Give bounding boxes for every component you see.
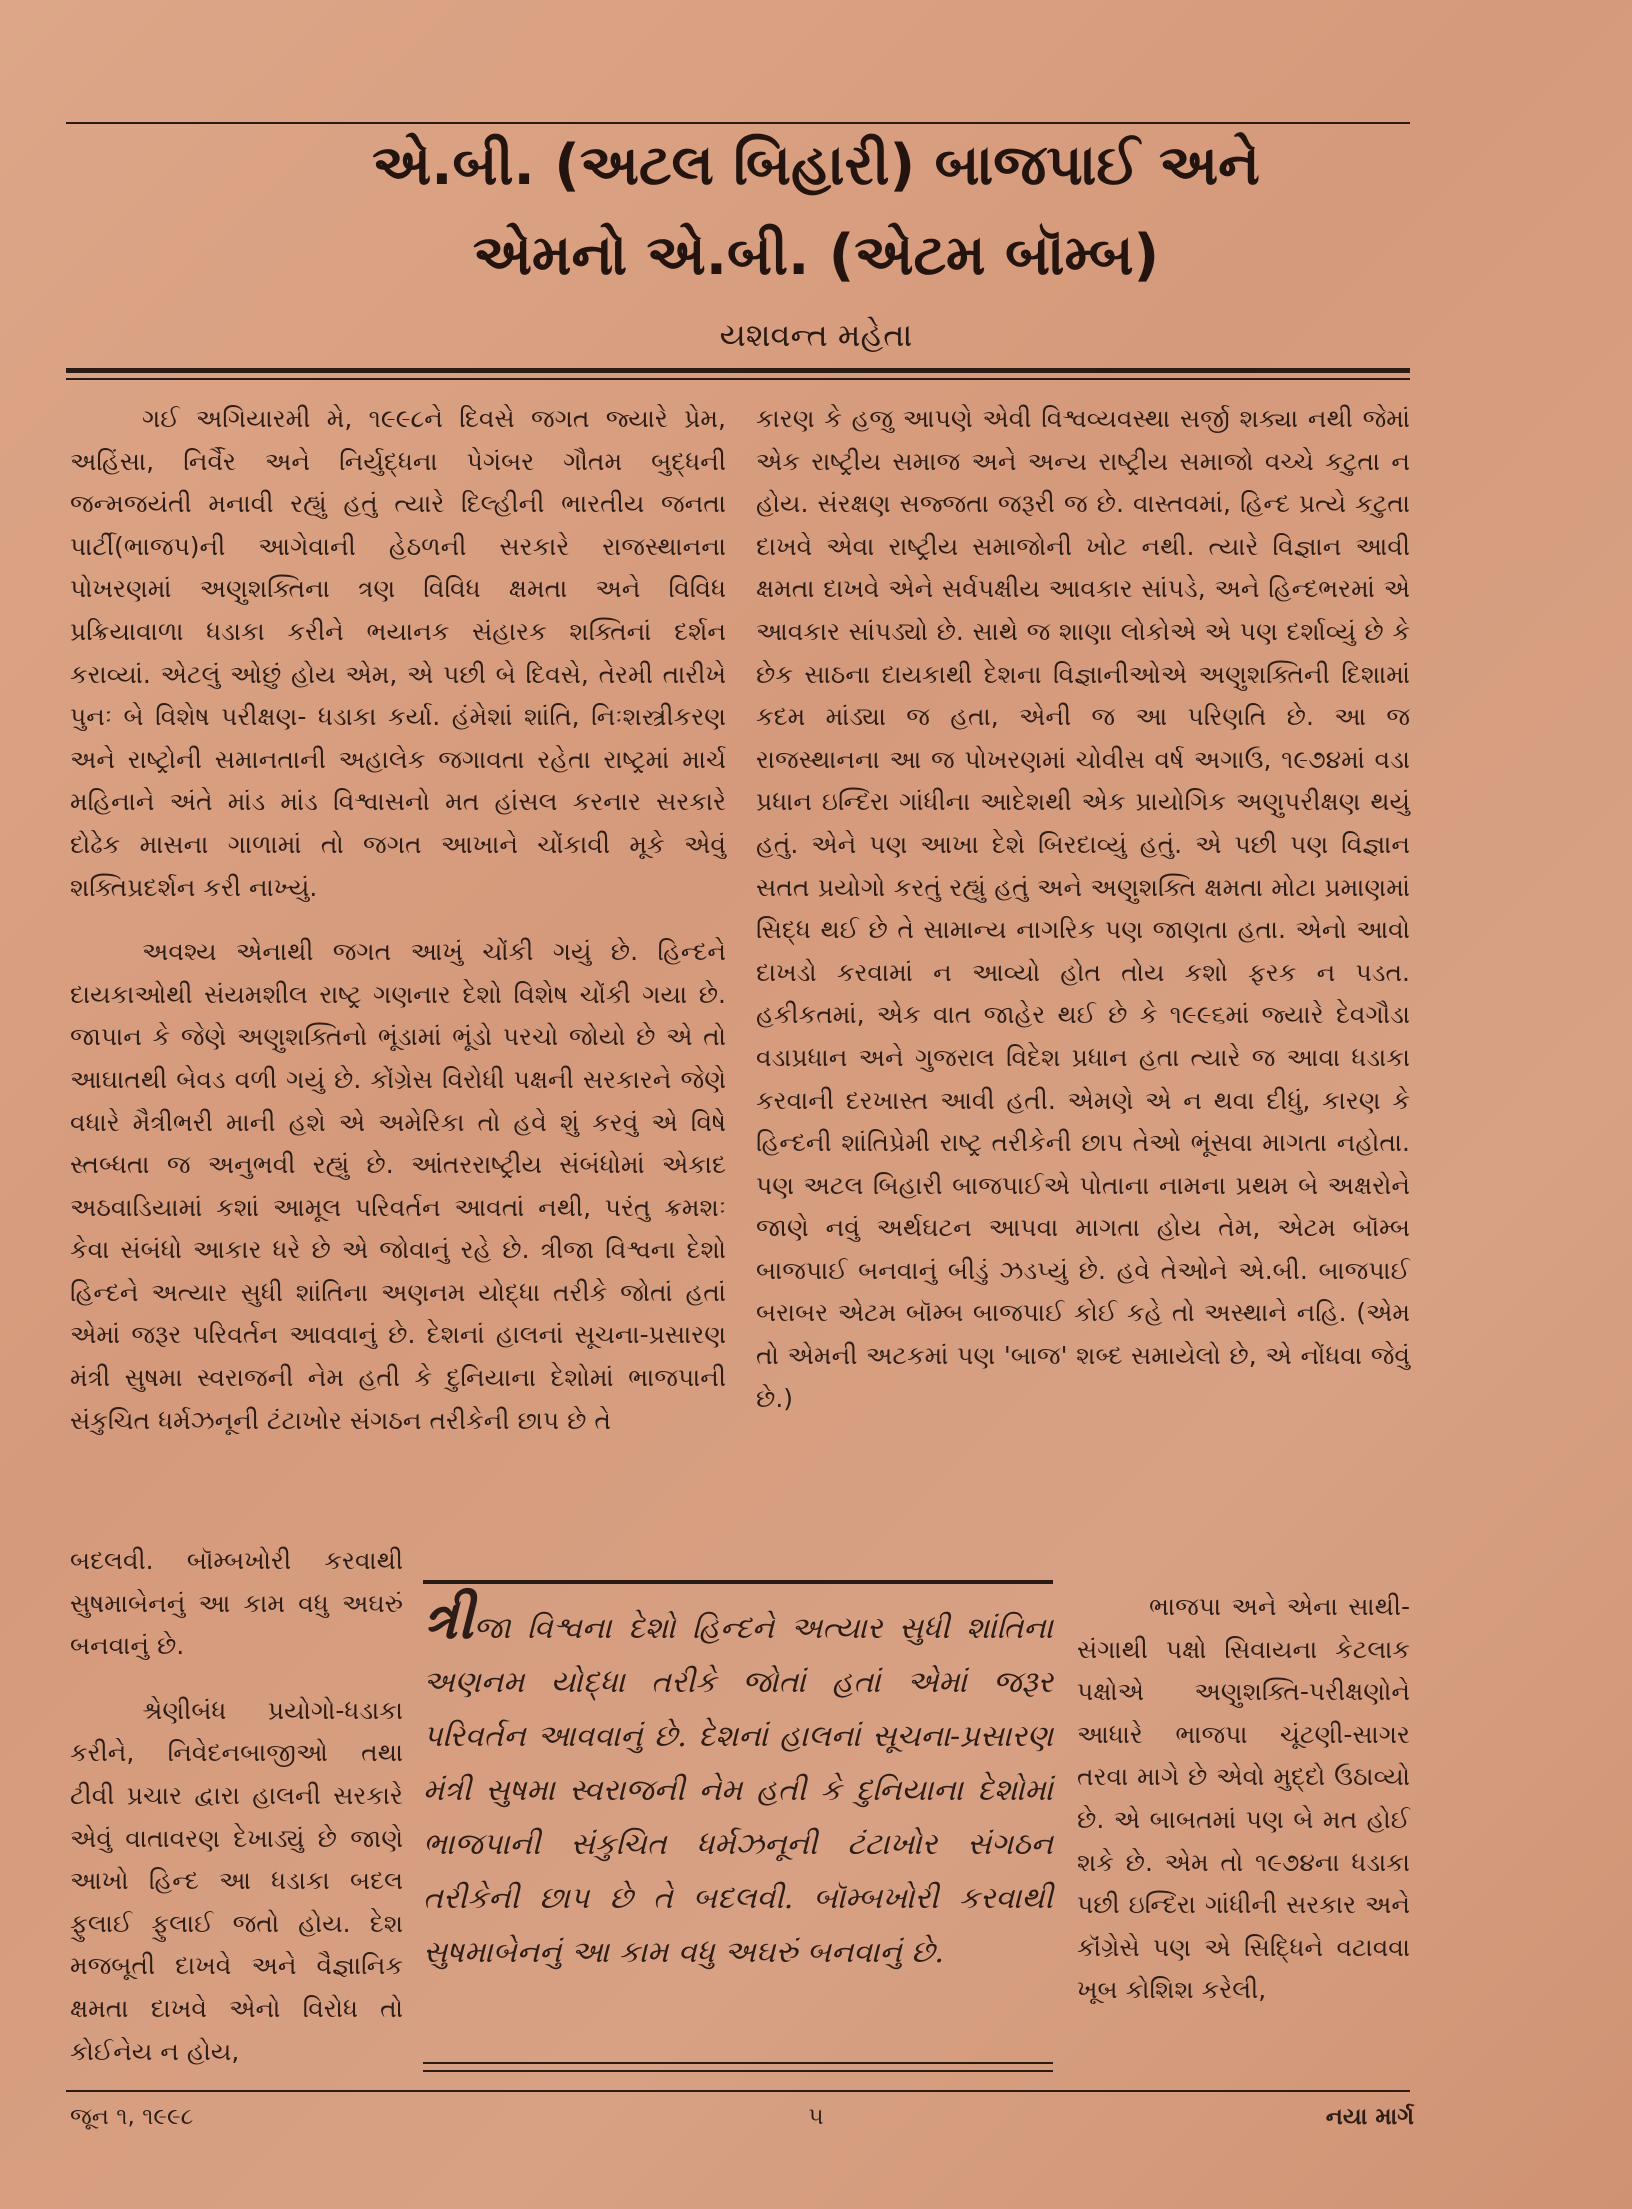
paragraph: કારણ કે હજુ આપણે એવી વિશ્વવ્યવસ્થા સર્જી શક્યા નથી જેમાં એક રાષ્ટ્રીય સમાજ અને અન્ય રાષ્ટ્રીય સમાજો વચ્ચે કટુતા ન હોય. સંરક્ષણ સજ્જતા જરૂરી જ છે. વાસ્તવમાં, હિન્દ પ્રત્યે કટુતા દાખવે એવા રાષ્ટ્રીય સમાજોની ખોટ નથી. ત્યારે વિજ્ઞાન આવી ક્ષમતા દાખવે એને સર્વપક્ષીય આવકાર સાંપડે, અને હિન્દભરમાં એ આવકાર સાંપડ્યો છે. સાથે જ શાણા લોકોએ એ પણ દર્શાવ્યું છે કે છેક સાઠના દાયકાથી દેશના વિજ્ઞાનીઓએ અણુશક્તિની દિશામાં કદમ માંડ્યા જ હતા, એની જ આ પરિણતિ છે. આ જ રાજસ્થાનના આ જ પોખરણમાં ચોવીસ વર્ષ અગાઉ, ૧૯૭૪માં વડા પ્રધાન ઇન્દિરા ગાંધીના આદેશથી એક પ્રાયોગિક અણુપરીક્ષણ થયું હતું. એને પણ આખા દેશે બિરદાવ્યું હતું. એ પછી પણ વિજ્ઞાન સતત પ્રયોગો કરતું રહ્યું હતું અને અણુશક્તિ ક્ષમતા મોટા પ્રમાણમાં સિદ્ધ થઈ છે તે સામાન્ય નાગરિક પણ જાણતા હતા. એનો આવો દાખડો કરવામાં ન આવ્યો હોત તોય કશો ફરક ન પડત. હકીકતમાં, એક વાત જાહેર થઈ છે કે ૧૯૯૬માં જ્યારે દેવગૌડા વડાપ્રધાન અને ગુજરાલ વિદેશ પ્રધાન હતા ત્યારે જ આવા ધડાકા કરવાની દરખાસ્ત આવી હતી. એમણે એ ન થવા દીધું, કારણ કે હિન્દની શાંતિપ્રેમી રાષ્ટ્ર તરીકેની છાપ તેઓ ભૂંસવા માગતા નહોતા. પણ અટલ બિહારી બાજપાઈએ પોતાના નામના પ્રથમ બે અક્ષરોને જાણે નવું અર્થઘટન આપવા માગતા હોય તેમ, એટમ બૉમ્બ બાજપાઈ બનવાનું બીડું ઝડપ્યું છે. હવે તેઓને એ.બી. બાજપાઈ બરાબર એટમ બૉમ્બ બાજપાઈ કોઈ કહે તો અસ્થાને નહિ. (એમ તો એમની અટકમાં પણ 'બાજ' શબ્દ સમાયેલો છે, એ નોંધવા જેવું છે.) xyxy=(756,404,1410,1413)
right-lower-column xyxy=(1077,1586,1410,2012)
article-title-line1: એ.બી. (અટલ બિહારી) બાજપાઈ અને xyxy=(372,133,1260,198)
header-rule-thick xyxy=(66,368,1410,373)
pull-quote-text: જા વિશ્વના દેશો હિન્દને અત્યાર સુધી શાંતિના અણનમ યોદ્ધા તરીકે જોતાં હતાં એમાં જરૂર પરિવર્તન આવવાનું છે. દેશનાં હાલનાં સૂચના-પ્રસારણ મંત્રી સુષમા સ્વરાજની નેમ હતી કે દુનિયાના દેશોમાં ભાજપાની સંકુચિત ધર્મઝનૂની ટંટાખોર સંગઠન તરીકેની છાપ છે તે બદલવી. બૉમ્બખોરી કરવાથી સુષમાબેનનું આ કામ વધુ અઘરું બનવાનું છે. xyxy=(423,1611,1053,1970)
paragraph-continuation: બદલવી. બૉમ્બખોરી કરવાથી સુષમાબેનનું આ કામ વધુ અઘરું બનવાનું છે. xyxy=(70,1546,403,1661)
publication-name: નયા માર્ગ xyxy=(1325,2104,1414,2130)
paragraph: અવશ્ય એનાથી જગત આખું ચોંકી ગયું છે. હિન્દને દાયકાઓથી સંયમશીલ રાષ્ટ્ર ગણનાર દેશો વિશેષ ચોંકી ગયા છે. જાપાન કે જેણે અણુશક્તિનો ભૂંડામાં ભૂંડો પરચો જોયો છે એ તો આઘાતથી બેવડ વળી ગયું છે. કોંગ્રેસ વિરોધી પક્ષની સરકારને જેણે વધારે મૈત્રીભરી માની હશે એ અમેરિકા તો હવે શું કરવું એ વિષે સ્તબ્ધતા જ અનુભવી રહ્યું છે. આંતરરાષ્ટ્રીય સંબંધોમાં એકાદ અઠવાડિયામાં કશાં આમૂલ પરિવર્તન આવતાં નથી, પરંતુ ક્રમશઃ કેવા સંબંધો આકાર ધરે છે એ જોવાનું રહે છે. ત્રીજા વિશ્વના દેશો હિન્દને અત્યાર સુધી શાંતિના અણનમ યોદ્ધા તરીકે જોતાં હતાં એમાં જરૂર પરિવર્તન આવવાનું છે. દેશનાં હાલનાં સૂચના-પ્રસારણ મંત્રી સુષમા સ્વરાજની નેમ હતી કે દુનિયાના દેશોમાં ભાજપાની સંકુચિત ધર્મઝનૂની ટંટાખોર સંગઠન તરીકેની છાપ છે તે xyxy=(70,937,726,1435)
right-column xyxy=(756,398,1410,1420)
paragraph: શ્રેણીબંધ પ્રયોગો-ધડાકા કરીને, નિવેદનબાજીઓ તથા ટીવી પ્રચાર દ્વારા હાલની સરકારે એવું વાતાવરણ દેખાડ્યું છે જાણે આખો હિન્દ આ ધડાકા બદલ ફુલાઈ ફુલાઈ જતો હોય. દેશ મજબૂતી દાખવે અને વૈજ્ઞાનિક ક્ષમતા દાખવે એનો વિરોધ તો કોઈનેય ન હોય, xyxy=(70,1695,403,2066)
pullquote-bottom-rule-2 xyxy=(423,2070,1053,2072)
pullquote-top-rule xyxy=(423,1580,1053,1584)
footer-date: જૂન ૧, ૧૯૯૮ xyxy=(70,2104,194,2130)
left-lower-column xyxy=(70,1540,403,2073)
page-number: ૫ xyxy=(808,2104,824,2130)
left-column xyxy=(70,398,726,1442)
footer-rule xyxy=(66,2090,1410,2092)
top-rule xyxy=(66,122,1410,124)
pullquote-bottom-rule xyxy=(423,2062,1053,2064)
pull-quote-drop-letter: ત્રી xyxy=(423,1586,474,1652)
article-title-line2: એમનો એ.બી. (એટમ બૉમ્બ) xyxy=(472,223,1160,288)
paragraph: ભાજપા અને એના સાથી-સંગાથી પક્ષો સિવાયના કેટલાક પક્ષોએ અણુશક્તિ-પરીક્ષણોને આધારે ભાજપા ચૂંટણી-સાગર તરવા માગે છે એવો મુદ્દો ઉઠાવ્યો છે. એ બાબતમાં પણ બે મત હોઈ શકે છે. એમ તો ૧૯૭૪ના ધડાકા પછી ઇન્દિરા ગાંધીની સરકાર અને કૉંગ્રેસે પણ એ સિદ્ધિને વટાવવા ખૂબ કોશિશ કરેલી, xyxy=(1077,1592,1410,2005)
paragraph: ગઈ અગિયારમી મે, ૧૯૯૮ને દિવસે જગત જ્યારે પ્રેમ, અહિંસા, નિર્વૈર અને નિર્યુદ્ધના પેગંબર ગૌતમ બુદ્ધની જન્મજયંતી મનાવી રહ્યું હતું ત્યારે દિલ્હીની ભારતીય જનતા પાર્ટી(ભાજપ)ની આગેવાની હેઠળની સરકારે રાજસ્થાનના પોખરણમાં અણુશક્તિના ત્રણ વિવિધ ક્ષમતા અને વિવિધ પ્રક્રિયાવાળા ધડાકા કરીને ભયાનક સંહારક શક્તિનાં દર્શન કરાવ્યાં. એટલું ઓછું હોય એમ, એ પછી બે દિવસે, તેરમી તારીખે પુનઃ બે વિશેષ પરીક્ષણ- ધડાકા કર્યા. હંમેશાં શાંતિ, નિઃશસ્ત્રીકરણ અને રાષ્ટ્રોની સમાનતાની અહાલેક જગાવતા રહેતા રાષ્ટ્રમાં માર્ચ મહિનાને અંતે માંડ માંડ વિશ્વાસનો મત હાંસલ કરનાર સરકારે દોઢેક માસના ગાળામાં તો જગત આખાને ચોંકાવી મૂકે એવું શક્તિપ્રદર્શન કરી નાખ્યું. xyxy=(70,404,726,902)
author-name: યશવન્ત મહેતા xyxy=(719,316,913,354)
pull-quote xyxy=(423,1586,1053,1980)
header-rule-thin xyxy=(66,378,1410,380)
